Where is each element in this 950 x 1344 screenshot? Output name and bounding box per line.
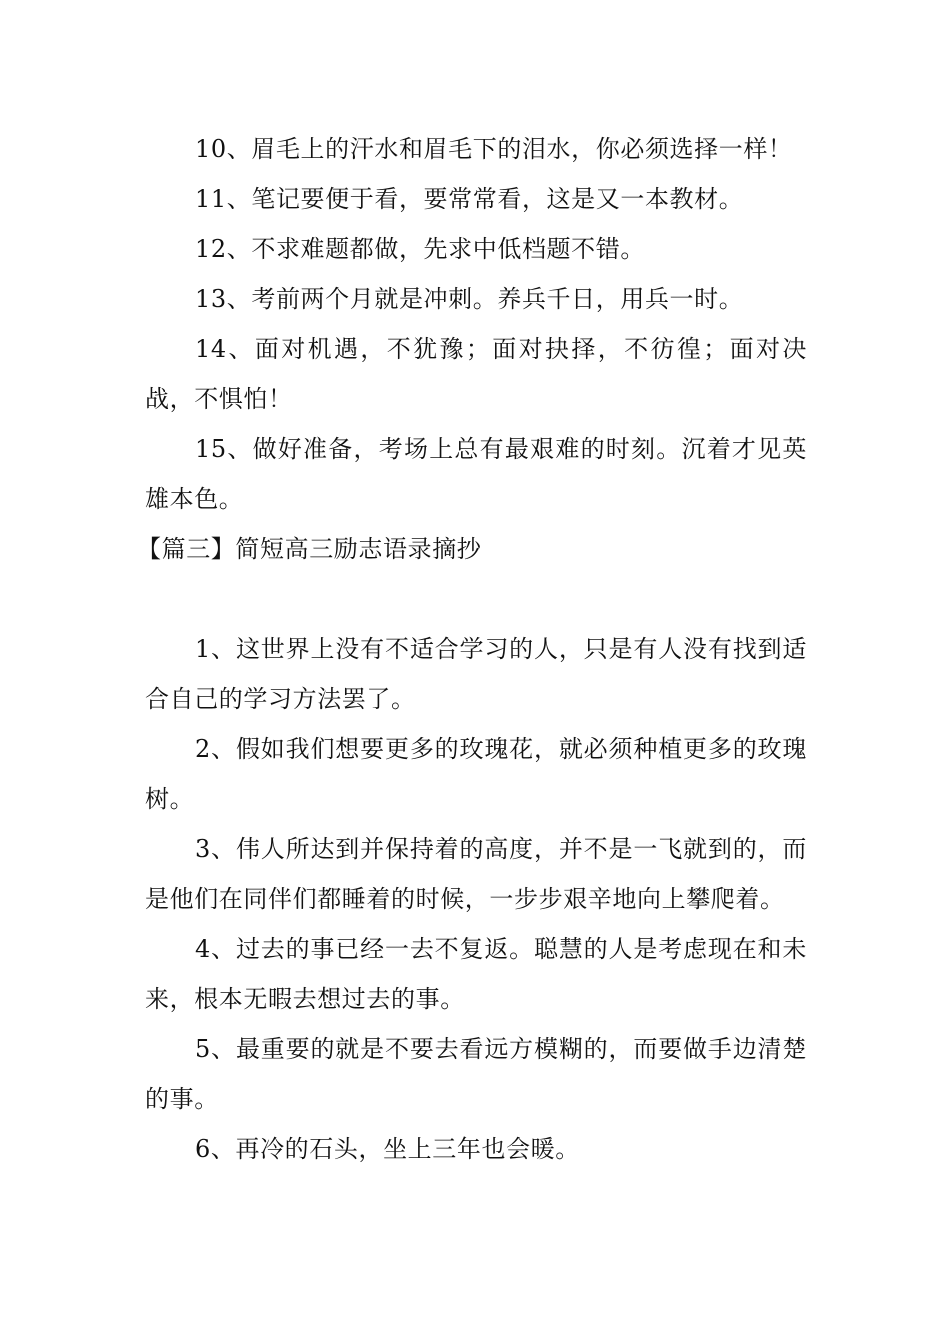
document-body [137, 124, 807, 1174]
quote-line: 2、假如我们想要更多的玫瑰花，就必须种植更多的玫瑰树。 [145, 735, 807, 813]
quote-line: 6、再冷的石头，坐上三年也会暖。 [195, 1135, 580, 1163]
quote-line: 11、笔记要便于看，要常常看，这是又一本教材。 [195, 185, 744, 213]
quote-line: 12、不求难题都做，先求中低档题不错。 [195, 235, 645, 263]
quote-line: 4、过去的事已经一去不复返。聪慧的人是考虑现在和未来，根本无暇去想过去的事。 [145, 935, 807, 1013]
quote-line: 13、考前两个月就是冲刺。养兵千日，用兵一时。 [195, 285, 744, 313]
quote-line: 15、做好准备，考场上总有最艰难的时刻。沉着才见英雄本色。 [145, 435, 807, 513]
quote-line: 1、这世界上没有不适合学习的人，只是有人没有找到适合自己的学习方法罢了。 [145, 635, 807, 713]
quote-line: 3、伟人所达到并保持着的高度，并不是一飞就到的，而是他们在同伴们都睡着的时候，一步步艰辛地向上攀爬着。 [145, 835, 807, 913]
quote-line: 5、最重要的就是不要去看远方模糊的，而要做手边清楚的事。 [145, 1035, 807, 1113]
quote-line: 10、眉毛上的汗水和眉毛下的泪水，你必须选择一样！ [195, 135, 793, 163]
quote-line: 14、面对机遇，不犹豫；面对抉择，不彷徨；面对决战，不惧怕！ [145, 335, 807, 413]
section-spacer [145, 574, 807, 624]
section-title: 【篇三】简短高三励志语录摘抄 [137, 535, 482, 563]
